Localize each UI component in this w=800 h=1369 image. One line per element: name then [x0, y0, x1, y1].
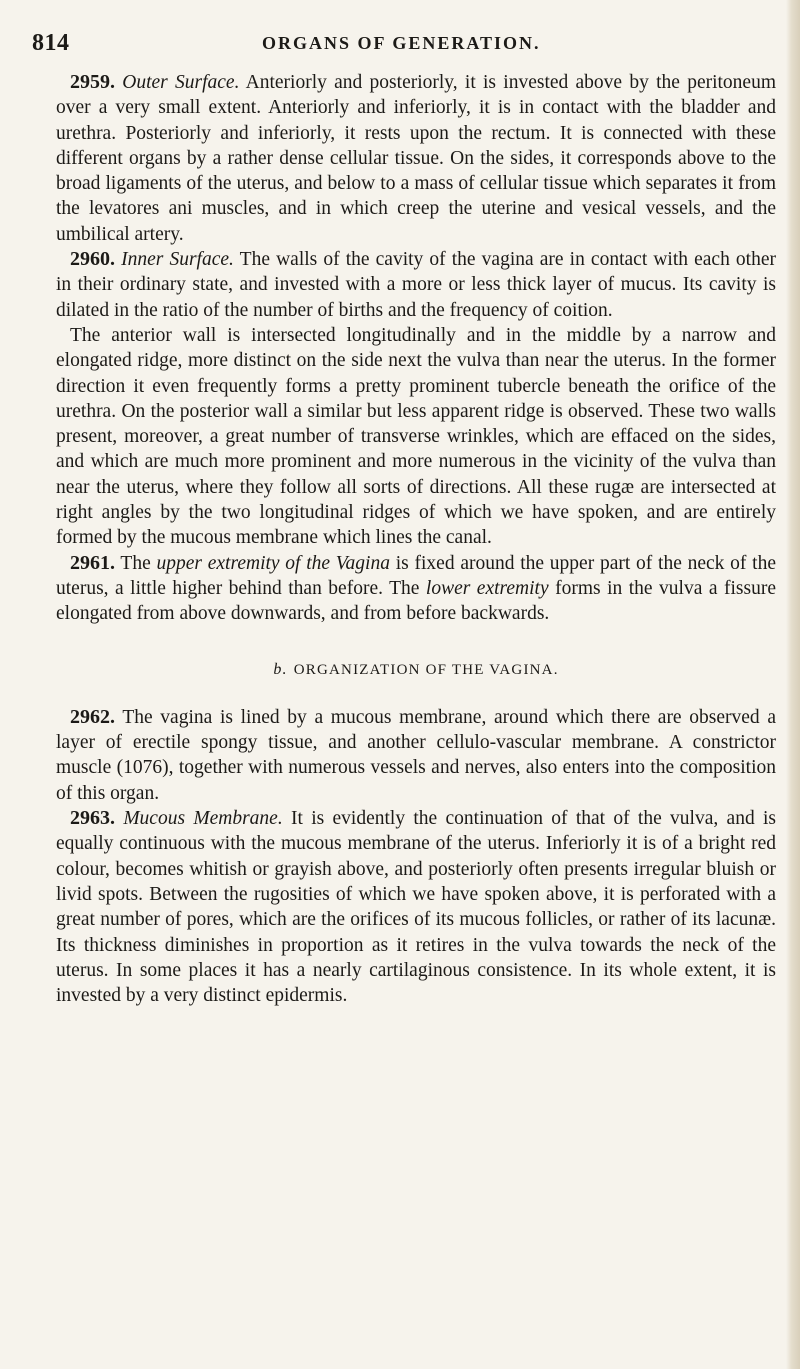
body-text [56, 70, 776, 1008]
paragraph-title: Inner Surface. [121, 249, 234, 271]
section-letter: b. [273, 660, 288, 678]
paragraph-number: 2963. [70, 807, 115, 830]
paragraph-text: The [115, 552, 157, 574]
paragraph-title: Mucous Membrane. [123, 808, 283, 830]
running-head: ORGANS OF GENERATION. [262, 33, 541, 53]
italic-term: lower extremity [425, 577, 549, 599]
paragraph-2963 [56, 806, 776, 1008]
paragraph-text: Anteriorly and posteriorly, it is invested above by the peritoneum over a very small extent. Anteriorly and inferiorly, it is in contact with the bladder and urethra. Posteriorly and inferiorly, it rests upon the rectum. It is connected with these different organs by a rather dense cellular tissue. On the sides, it corresponds above to the broad ligaments of the uterus, and below to a mass of cellular tissue which separates it from the levatores ani muscles, and in which creep the uterine and vesical vessels, and the umbilical artery. [56, 72, 777, 245]
paragraph-title: Outer Surface. [122, 72, 240, 93]
paragraph-text: forms in the vulva a fissure elongated from above downwards, and from before backwards. [56, 577, 776, 625]
paragraph-text: It is evidently the continuation of that of the vulva, and is equally continuous with the mucous membrane of the uterus. Inferiorly it is of a bright red colour, becomes whitish or grayish above, and posteriorly often presents irregular bluish or livid spots. Between the rugosities of which we have spoken above, it is perforated with a great number of pores, which are the orifices of its mucous follicles, or rather of its lacunæ. Its thickness diminishes in proportion as it retires in the vulva towards the neck of the uterus. In some places it has a nearly cartilaginous consistence. In its whole extent, it is invested by a very distinct epidermis. [56, 808, 777, 1007]
paragraph-2960-continued [56, 323, 776, 551]
section-title: ORGANIZATION OF THE VAGINA. [293, 661, 559, 678]
paragraph-text: The anterior wall is intersected longitudinally and in the middle by a narrow and elongated ridge, more distinct on the side next the vulva than near the uterus. In the former direction it even frequently forms a pretty prominent tubercle beneath the orifice of the urethra. On the posterior wall a similar but less apparent ridge is observed. These two walls present, moreover, a great number of transverse wrinkles, which are effaced on the sides, and which are much more prominent and more numerous in the vicinity of the vulva than near the uterus, where they follow all sorts of directions. All these rugæ are intersected at right angles by the two longitudinal ridges of which we have spoken, and are entirely formed by the mucous membrane which lines the canal. [56, 324, 776, 549]
paragraph-number: 2959. [70, 71, 115, 93]
italic-term: upper extremity of the Vagina [156, 552, 390, 574]
section-heading [56, 657, 776, 683]
page-number: 814 [32, 30, 70, 56]
paragraph-2959 [56, 70, 776, 247]
paragraph-2960 [56, 247, 776, 323]
paragraph-text: is fixed around the upper part of the neck of the uterus, a little higher behind than before. The [56, 552, 776, 599]
page-header [32, 30, 752, 60]
paragraph-text: The vagina is lined by a mucous membrane, around which there are observed a layer of erectile spongy tissue, and another cellulo-vascular membrane. A constrictor muscle (1076), together with numerous vessels and nerves, also enters into the composition of this organ. [56, 706, 776, 804]
paragraph-number: 2962. [70, 705, 115, 728]
paragraph-number: 2961. [70, 551, 115, 574]
page-edge-shadow [786, 0, 800, 1369]
paragraph-2962 [56, 705, 776, 806]
paragraph-text: The walls of the cavity of the vagina are in contact with each other in their ordinary state, and invested with a more or less thick layer of mucus. Its cavity is dilated in the ratio of the number of births and the frequency of coition. [56, 249, 776, 321]
paragraph-number: 2960. [70, 248, 115, 271]
paragraph-2961 [56, 551, 776, 627]
